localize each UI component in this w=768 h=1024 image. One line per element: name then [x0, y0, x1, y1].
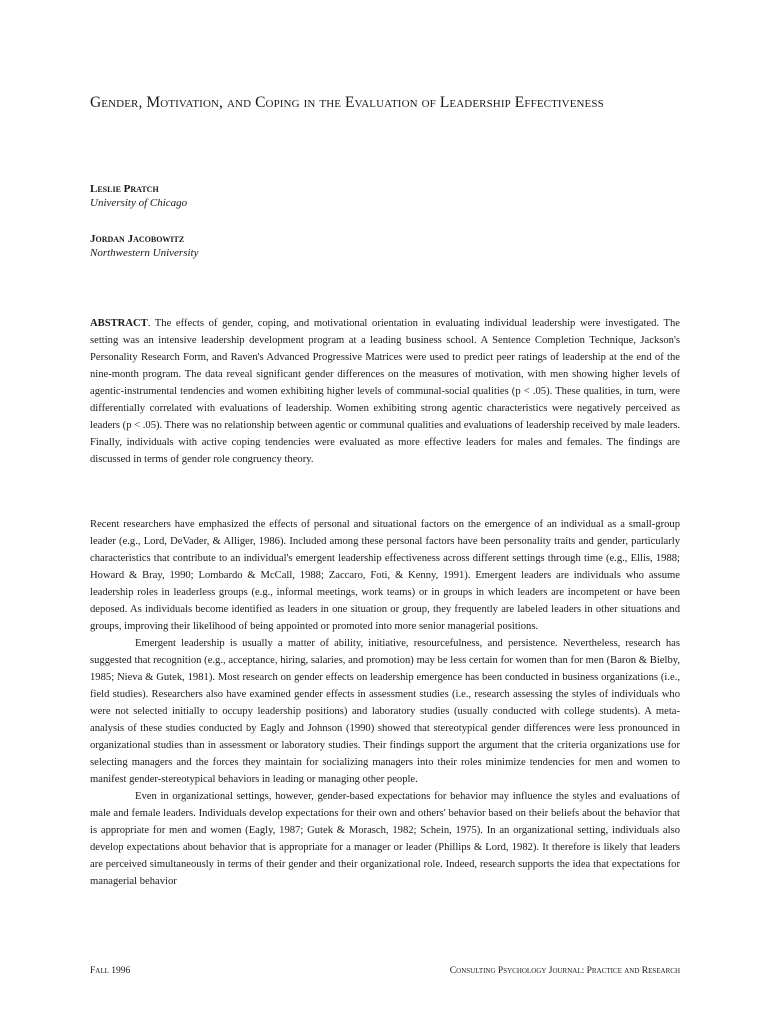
footer-issue-date: Fall 1996 [90, 966, 131, 976]
author-name: Jordan Jacobowitz [90, 233, 185, 245]
abstract-text: . The effects of gender, coping, and motivational orientation in evaluating individual leadership were investigated. The setting was an intensive leadership development program at a leading business school. A Sentence Completion Technique, Jackson's Personality Research Form, and Raven's Advanced Progressive Matrices were used to predict peer ratings of leadership at the end of the nine-month program. The data reveal significant gender differences on the measures of motivation, with men showing higher levels of agentic-instrumental tendencies and women exhibiting higher levels of communal-social qualities (p < .05). These qualities, in turn, were differentially correlated with evaluations of leadership. Women exhibiting strong agentic characteristics were negatively perceived as leaders (p < .05). There was no relationship between agentic or communal qualities and evaluations of leadership received by male leaders. Finally, individuals with active coping tendencies were evaluated as more effective leaders for males and females. The findings are discussed in terms of gender role congruency theory. [90, 318, 680, 465]
paper-title: Gender, Motivation, and Coping in the Evaluation of Leadership Effectiveness [90, 94, 604, 111]
abstract-label: ABSTRACT [90, 318, 148, 329]
paper-page [90, 0, 680, 1024]
body-paragraph: Emergent leadership is usually a matter of ability, initiative, resourcefulness, and persistence. Nevertheless, research has suggested that recognition (e.g., acceptance, hiring, salaries, and promotion) may be less certain for women than for men (Baron & Bielby, 1985; Nieva & Gutek, 1981). Most research on gender effects on leadership emergence has been conducted in business organizations (i.e., field studies). Researchers also have examined gender effects in assessment studies (i.e., research assessing the styles of individuals who were not selected initially to occupy leadership positions) and laboratory studies (usually conducted with college students). A meta-analysis of these studies conducted by Eagly and Johnson (1990) showed that stereotypical gender differences were less pronounced in organizational studies than in assessment or laboratory studies. Their findings support the argument that the criteria organizations use for selecting managers and the forces they maintain for socializing managers into their roles minimize tendencies for men and women to manifest gender-stereotypical behaviors in leading or managing other people. [90, 638, 680, 785]
abstract [90, 315, 680, 468]
body-paragraph: Recent researchers have emphasized the effects of personal and situational factors on the emergence of an individual as a small-group leader (e.g., Lord, DeVader, & Alliger, 1986). Included among these personal factors have been personality traits and gender, particularly characteristics that contribute to an individual's emergent leadership effectiveness across different settings through time (e.g., Ellis, 1988; Howard & Bray, 1990; Lombardo & McCall, 1988; Zaccaro, Foti, & Kenny, 1991). Emergent leaders are individuals who assume leadership roles in leaderless groups (e.g., informal meetings, work teams) or in groups in which leaders are incompetent or have been deposed. As individuals become identified as leaders in one situation or group, they frequently are labeled leaders in other situations and groups, improving their likelihood of being appointed or promoted into more senior managerial positions. [90, 519, 680, 632]
body-paragraph: Even in organizational settings, however, gender-based expectations for behavior may influence the styles and evaluations of male and female leaders. Individuals develop expectations for their own and others' behavior based on their beliefs about the behavior that is appropriate for men and women (Eagly, 1987; Gutek & Morasch, 1982; Schein, 1975). In an organizational setting, individuals also develop expectations about behavior that is appropriate for a manager or leader (Phillips & Lord, 1982). It therefore is likely that leaders are perceived simultaneously in terms of their gender and their organizational role. Indeed, research supports the idea that expectations for managerial behavior [90, 791, 680, 887]
footer-journal-name: Consulting Psychology Journal: Practice and Research [449, 966, 680, 976]
body-text [90, 516, 680, 890]
author-affiliation: Northwestern University [90, 247, 199, 259]
author-name: Leslie Pratch [90, 183, 159, 195]
author-block [90, 232, 198, 260]
author-affiliation: University of Chicago [90, 197, 188, 209]
author-block [90, 182, 187, 210]
